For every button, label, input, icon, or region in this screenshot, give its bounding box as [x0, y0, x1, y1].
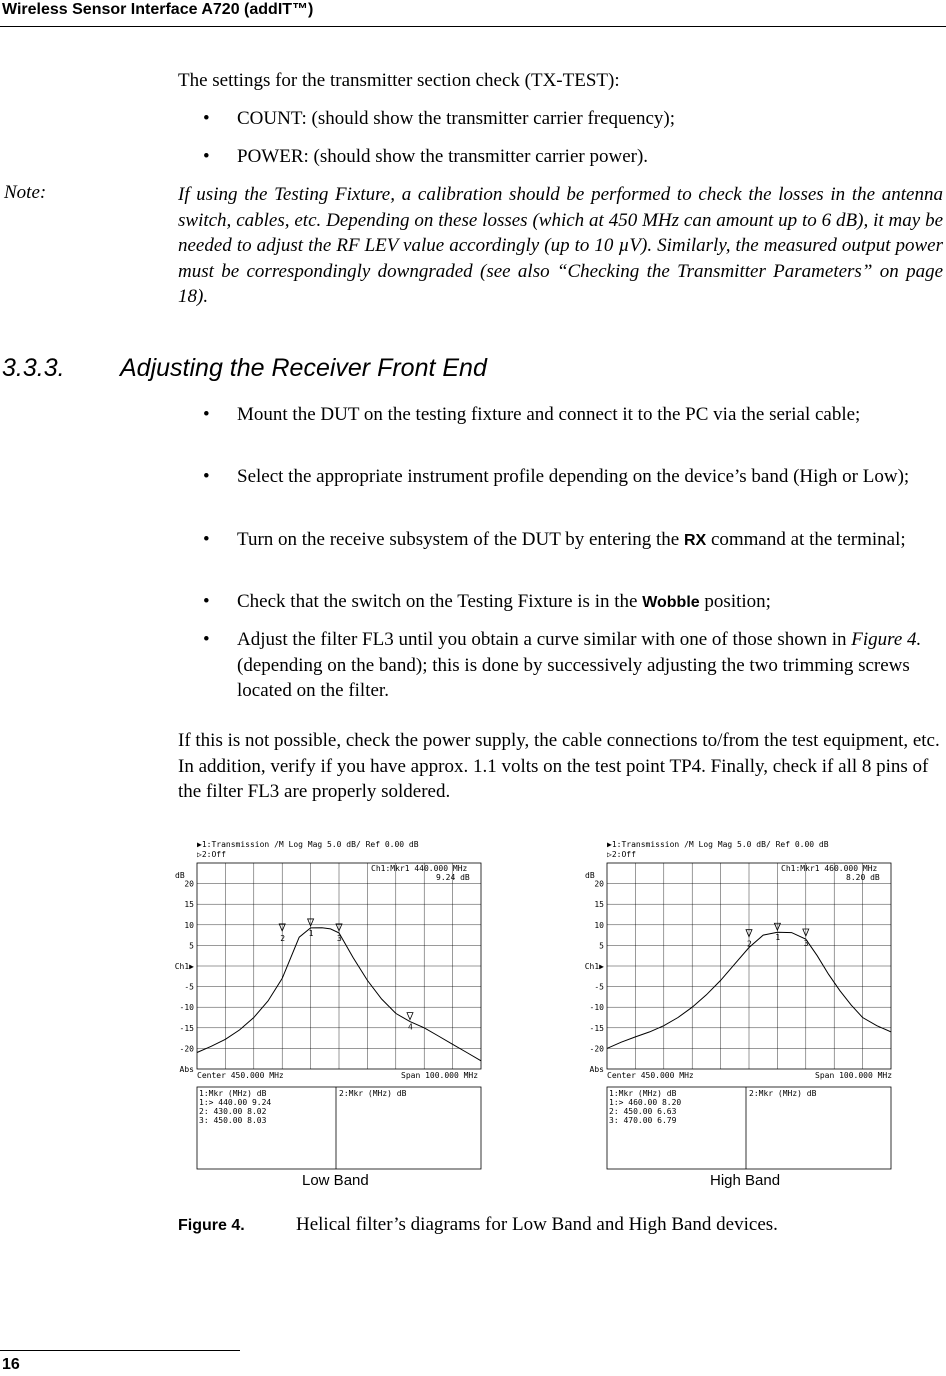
bullet-dot: •	[203, 629, 210, 650]
rx-bullet-text	[237, 627, 943, 704]
chart-header-line2: ▷2:Off	[607, 850, 636, 859]
rx-bullet-2	[203, 464, 943, 490]
rx-command: RX	[683, 532, 707, 549]
header-title: Wireless Sensor Interface A720 (addIT™)	[2, 1, 314, 18]
marker-table-row: 2: 450.00 6.63	[609, 1107, 677, 1116]
marker-3-label: 3	[803, 939, 809, 949]
low-band-label: Low Band	[302, 1172, 369, 1189]
rx-bullet-3-pre: Turn on the receive subsystem of the DUT by entering the	[237, 529, 684, 550]
rx-bullet-4	[203, 589, 943, 616]
rx-bullet-3	[203, 527, 943, 554]
marker-2-label: 2	[747, 939, 752, 949]
span-frequency: Span 100.000 MHz	[815, 1071, 893, 1080]
rx-bullet-text: Select the appropriate instrument profile depending on the device’s band (High or Low);	[237, 466, 910, 487]
rx-bullet-text: Mount the DUT on the testing fixture and connect it to the PC via the serial cable;	[237, 404, 861, 425]
bullet-dot: •	[203, 404, 210, 425]
y-tick-label: 15	[594, 900, 604, 910]
footer-rule	[0, 1350, 240, 1351]
figure-caption	[178, 1214, 778, 1236]
plot-area	[585, 863, 891, 1074]
marker-readout-freq: Ch1:Mkr1 440.000 MHz	[371, 864, 468, 873]
marker-table-row: 3: 450.00 8.03	[199, 1116, 267, 1125]
marker-table-left-header: 1:Mkr (MHz) dB	[199, 1089, 267, 1098]
tx-bullet-text: COUNT: (should show the transmitter carrier frequency);	[237, 108, 676, 129]
marker-table-right-header: 2:Mkr (MHz) dB	[339, 1089, 407, 1098]
chart-header-line2: ▷2:Off	[197, 850, 226, 859]
note-label: Note:	[4, 182, 47, 203]
y-tick-label: 15	[184, 900, 194, 910]
marker-table-right-header: 2:Mkr (MHz) dB	[749, 1089, 817, 1098]
page-number: 16	[2, 1356, 20, 1373]
wobble-setting: Wobble	[642, 594, 700, 611]
marker-table-row: 3: 470.00 6.79	[609, 1116, 677, 1125]
chart-header-line1: ▶1:Transmission /M Log Mag 5.0 dB/ Ref 0.00 dB	[197, 840, 419, 849]
center-frequency: Center 450.000 MHz	[197, 1071, 284, 1080]
y-tick-label: -15	[589, 1023, 604, 1033]
rx-bullet-5-post: (depending on the band); this is done by successively adjusting the two trimming screws located on the filter.	[237, 654, 910, 701]
y-tick-label: Ch1▶	[584, 962, 604, 971]
section-heading	[2, 354, 487, 383]
marker-1-label: 1	[308, 928, 314, 938]
marker-4	[407, 1013, 413, 1020]
section-number: 3.3.3.	[2, 354, 65, 382]
tx-bullet-text: POWER: (should show the transmitter carrier power).	[237, 146, 649, 167]
marker-table-row: 2: 430.00 8.02	[199, 1107, 267, 1116]
y-tick-label: -15	[179, 1023, 194, 1033]
bullet-dot: •	[203, 108, 210, 129]
rx-bullet-3-post: command at the terminal;	[706, 529, 906, 550]
marker-3-label: 3	[337, 933, 342, 943]
y-tick-label: -20	[589, 1044, 604, 1054]
rx-bullet-text	[237, 527, 943, 554]
plot-area	[175, 863, 481, 1074]
marker-table-row: 1:> 440.00 9.24	[199, 1098, 272, 1107]
note-text: If using the Testing Fixture, a calibration should be performed to check the losses in the antenna switch, cables, etc. Depending on these losses (which at 450 MHz can amount up to 6 dB), it may be needed to adjust the RF LEV value accordingly (up to 10 µV). Similarly, the measured output power must be correspondingly downgraded (see also “Checking the Transmitter Parameters” on page 18).	[178, 184, 943, 307]
rx-bullet-5-pre: Adjust the filter FL3 until you obtain a curve similar with one of those shown in	[237, 629, 852, 650]
figure-caption-text: Helical filter’s diagrams for Low Band and High Band devices.	[296, 1214, 778, 1235]
intro-paragraph: The settings for the transmitter section check (TX-TEST):	[178, 70, 620, 91]
y-tick-label: -5	[184, 982, 194, 992]
y-tick-label: 20	[184, 879, 194, 889]
bullet-dot: •	[203, 146, 210, 167]
marker-readout-value: 8.20 dB	[846, 873, 880, 882]
bullet-dot: •	[203, 466, 210, 487]
rx-bullet-1	[203, 402, 943, 428]
rx-bullet-text	[237, 589, 943, 616]
closing-paragraph: If this is not possible, check the power supply, the cable connections to/from the test equipment, etc. In addition, verify if you have approx. 1.1 volts on the test point TP4. Finally, check if all 8 pins of the filter FL3 are properly soldered.	[178, 730, 940, 802]
marker-1-label: 1	[775, 933, 781, 943]
y-tick-label: -10	[179, 1003, 194, 1013]
span-frequency: Span 100.000 MHz	[401, 1071, 479, 1080]
high-band-chart	[578, 838, 900, 1172]
marker-readout-freq: Ch1:Mkr1 460.000 MHz	[781, 864, 878, 873]
figure-label: Figure 4.	[178, 1217, 245, 1234]
y-tick-label: -5	[594, 982, 604, 992]
y-tick-label: -20	[179, 1044, 194, 1054]
marker-2-label: 2	[280, 933, 286, 943]
chart-header-line1: ▶1:Transmission /M Log Mag 5.0 dB/ Ref 0.00 dB	[607, 840, 829, 849]
section-title: Adjusting the Receiver Front End	[120, 354, 487, 382]
marker-table-left-header: 1:Mkr (MHz) dB	[609, 1089, 677, 1098]
marker-table-row: 1:> 460.00 8.20	[609, 1098, 682, 1107]
y-tick-label: Abs	[589, 1065, 604, 1074]
rx-bullet-5	[203, 627, 943, 704]
y-tick-label: 20	[594, 879, 604, 889]
center-frequency: Center 450.000 MHz	[607, 1071, 694, 1080]
figure-reference: Figure 4.	[851, 629, 922, 650]
running-header	[0, 0, 946, 27]
y-axis-unit: dB	[175, 871, 185, 880]
y-tick-label: 5	[189, 941, 194, 951]
y-tick-label: Ch1▶	[174, 962, 194, 971]
bullet-dot: •	[203, 591, 210, 612]
y-tick-label: 10	[594, 920, 604, 930]
tx-bullet-power	[203, 144, 943, 170]
rx-bullet-4-pre: Check that the switch on the Testing Fixture is in the	[237, 591, 643, 612]
high-band-label: High Band	[710, 1172, 781, 1189]
bullet-dot: •	[203, 529, 210, 550]
rx-bullet-4-post: position;	[699, 591, 771, 612]
y-tick-label: 5	[599, 941, 604, 951]
marker-readout-value: 9.24 dB	[436, 873, 470, 882]
y-axis-unit: dB	[585, 871, 595, 880]
low-band-chart	[168, 838, 490, 1172]
tx-bullet-count	[203, 106, 943, 132]
y-tick-label: Abs	[179, 1065, 194, 1074]
y-tick-label: -10	[589, 1003, 604, 1013]
y-tick-label: 10	[184, 920, 194, 930]
marker-4-label: 4	[408, 1022, 413, 1032]
